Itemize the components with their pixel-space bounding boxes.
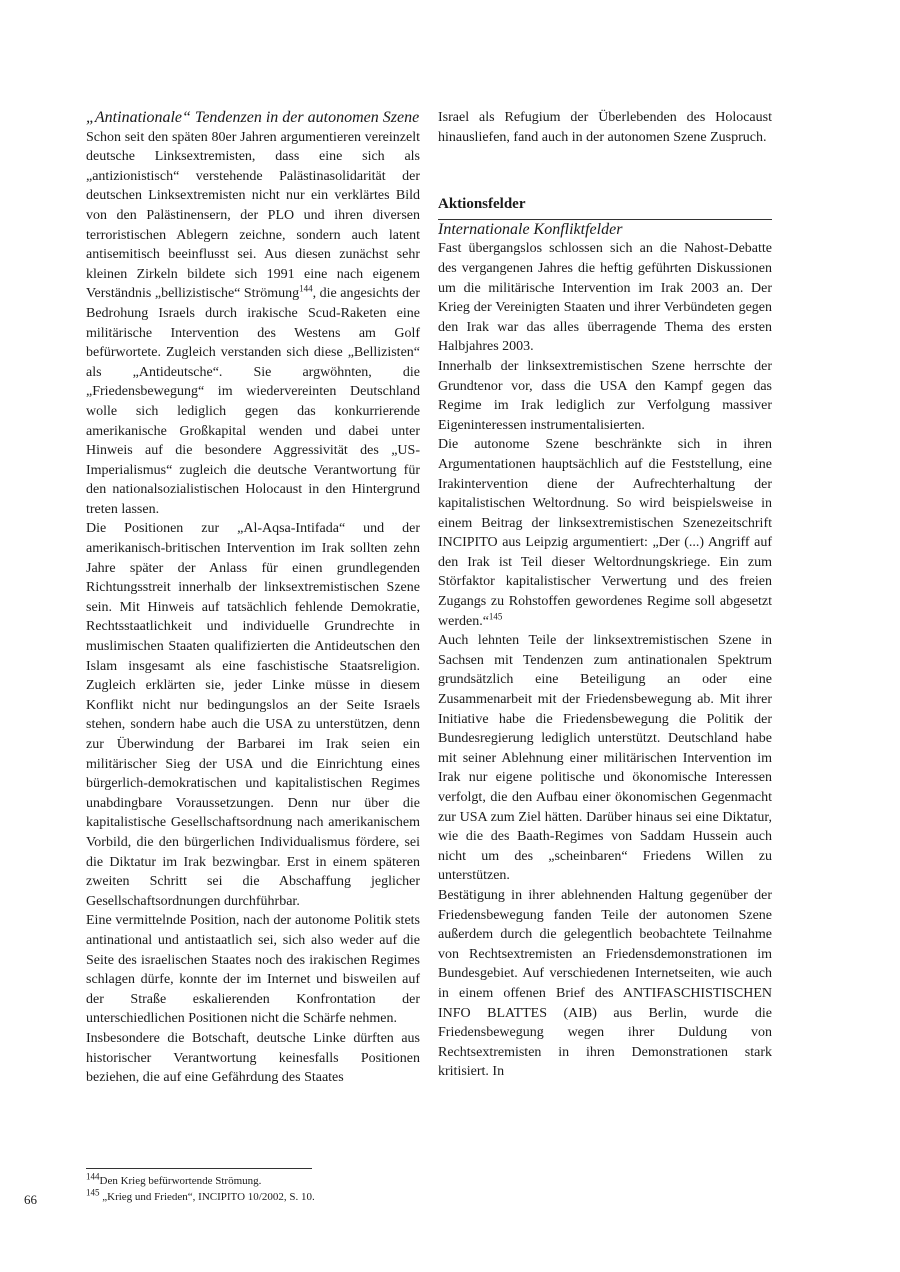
section-heading-aktionsfelder: Aktionsfelder <box>438 195 772 220</box>
section-heading-antinationale: „Antinationale“ Tendenzen in der autonomen Szene <box>86 109 420 126</box>
paragraph-text: , die angesichts der Bedrohung Israels durch irakische Scud-Raketen eine militärische Intervention des Westens am Golf befürwortete. Zugleich verstanden sich diese „Bellizisten“ als „Antideutsche“. Sie argwöhnten, die „Friedensbewegung“ im wiedervereinten Deutschland wolle sich lediglich gegen das konkurrierende amerikanische Großkapital wenden und dabei unter Hinweis auf die besondere Aggressivität des „US-Imperialismus“ zugleich die deutsche Verantwortung für den nationalsozialistischen Holocaust in den Hintergrund treten lassen. <box>86 286 420 517</box>
paragraph: Insbesondere die Botschaft, deutsche Linke dürften aus historischer Verantwortung keinesfalls Positionen beziehen, die auf eine Gefährdung des Staates <box>86 1030 420 1086</box>
left-column <box>86 108 420 1088</box>
paragraph-text: Schon seit den späten 80er Jahren argumentieren vereinzelt deutsche Linksextremisten, dass eine sich als „antizionistisch“ verstehende Palästinasolidarität der deutschen Linksextremisten nicht nur ein verklärtes Bild von den Palästinensern, der PLO und ihren diversen terroristischen Ablegern zeichne, sondern auch latent antisemitisch beeinflusst sei. Aus diesen zunächst sehr kleinen Zirkeln bildete sich 1991 eine nach eigenem Verständnis „bellizistische“ Strömung <box>86 129 420 302</box>
paragraph: Innerhalb der linksextremistischen Szene herrschte der Grundtenor vor, dass die USA den Kampf gegen das Regime im Irak lediglich zur Verfolgung massiver Eigeninteressen instrumentalisierten. <box>438 358 772 433</box>
footnote-divider <box>86 1168 312 1169</box>
footnote-144 <box>86 1173 420 1189</box>
paragraph: Eine vermittelnde Position, nach der autonome Politik stets antinational und antistaatlich sei, sich also weder auf die Seite des israelischen Staates noch des irakischen Regimes schlagen dürfe, konnte der im Internet und bisweilen auf der Straße eskalierenden Konfrontation der unterschiedlichen Positionen nicht die Schärfe nehmen. <box>86 913 420 1027</box>
paragraph: Israel als Refugium der Überlebenden des Holocaust hinausliefen, fand auch in der autonomen Szene Zuspruch. <box>438 110 772 145</box>
footnote-145 <box>86 1189 420 1205</box>
spacer <box>438 147 772 195</box>
sub-heading-internationale-konfliktfelder: Internationale Konfliktfelder <box>438 220 623 238</box>
footnote-number: 145 <box>86 1187 100 1198</box>
footnote-text: „Krieg und Frieden“, INCIPITO 10/2002, S. 10. <box>102 1191 315 1203</box>
paragraph <box>86 128 420 520</box>
footnotes <box>86 1168 420 1205</box>
footnote-number: 144 <box>86 1171 100 1182</box>
paragraph: Fast übergangslos schlossen sich an die Nahost-Debatte des vergangenen Jahres die heftig geführten Diskussionen um die militärische Intervention im Irak 2003 an. Der Krieg der Vereinigten Staaten und ihrer Verbündeten gegen den Irak war das alles überragende Thema des ersten Halbjahres 2003. <box>438 241 772 355</box>
page-number: 66 <box>24 1192 37 1207</box>
footnote-ref-145[interactable]: 145 <box>488 611 503 621</box>
paragraph: Auch lehnten Teile der linksextremistischen Szene in Sachsen mit Tendenzen zum antinationalen Spektrum grundsätzlich eine Beteiligung an oder eine Zusammenarbeit mit der Friedensbewegung ab. Mit ihrer Initiative habe die Friedensbewegung die Politik der Bundesregierung lediglich unterstützt. Deutschland habe mit seiner Ablehnung einer militärischen Intervention im Irak nur eigene politische und ökonomische Interessen verfolgt, die den Aufbau einer ökonomischen Gegenmacht zur USA zum Ziel hätten. Darüber hinaus sei eine Diktatur, wie die des Baath-Regimes von Saddam Hussein auch nicht um des „scheinbaren“ Friedens Willen zu unterstützen. <box>438 633 772 884</box>
paragraph: Die Positionen zur „Al-Aqsa-Intifada“ und der amerikanisch-britischen Intervention im Irak sollten zehn Jahre später der Anlass für einen grundlegenden Richtungsstreit innerhalb der linksextremistischen Szene sein. Mit Hinweis auf tatsächlich fehlende Demokratie, Rechtsstaatlichkeit und individuelle Grundrechte in muslimischen Staaten qualifizierten die Antideutschen den Islam insgesamt als eine faschistische Staatsreligion. Zugleich erklärten sie, jeder Linke müsse in diesem Konflikt nicht nur bedingungslos an der Seite Israels stehen, sondern habe auch die USA zu unterstützen, denn zur Überwindung der Barbarei im Irak seien ein militärischer Sieg der USA und die Einrichtung eines bürgerlich-demokratischen und kapitalistischen Regimes unabdingbare Voraussetzungen. Denn nur über die kapitalistische Gesellschaftsordnung nach amerikanischem Vorbild, die den bürgerlichen Individualismus fördere, sei die Diktatur im Irak bezwingbar. Erst in einem späteren zweiten Schritt sei die Abschaffung jeglicher Gesellschaftsordnungen durchführbar. <box>86 521 420 909</box>
paragraph <box>438 435 772 631</box>
paragraph-text: Die autonome Szene beschränkte sich in ihren Argumentationen hauptsächlich auf die Feststellung, eine Irakintervention diene der Aufrechterhaltung der kapitalistischen Weltordnung. So wird beispielsweise in einem Beitrag der linksextremistischen Szenezeitschrift INCIPITO aus Leipzig argumentiert: „Der (...) Angriff auf den Irak ist Teil dieser Weltordnungskriege. Ein zum Störfaktor kapitalistischer Verwertung und des freien Zugangs zu Rohstoffen gewordenes Regime soll abgesetzt werden.“ <box>438 437 772 629</box>
right-column <box>438 108 772 1082</box>
paragraph: Bestätigung in ihrer ablehnenden Haltung gegenüber der Friedensbewegung fanden Teile der autonomen Szene außerdem durch die gelegentlich beobachtete Teilnahme von Rechtsextremisten an Friedensdemonstrationen im Bundesgebiet. Auf verschiedenen Internetseiten, wie auch in einem offenen Brief des ANTIFASCHISTISCHEN INFO BLATTES (AIB) aus Berlin, wurde die Friedensbewegung wegen ihrer Duldung von Rechtsextremisten in ihren Demonstrationen stark kritisiert. In <box>438 887 772 1080</box>
footnote-text: Den Krieg befürwortende Strömung. <box>99 1175 262 1187</box>
footnote-ref-144[interactable]: 144 <box>299 283 313 294</box>
